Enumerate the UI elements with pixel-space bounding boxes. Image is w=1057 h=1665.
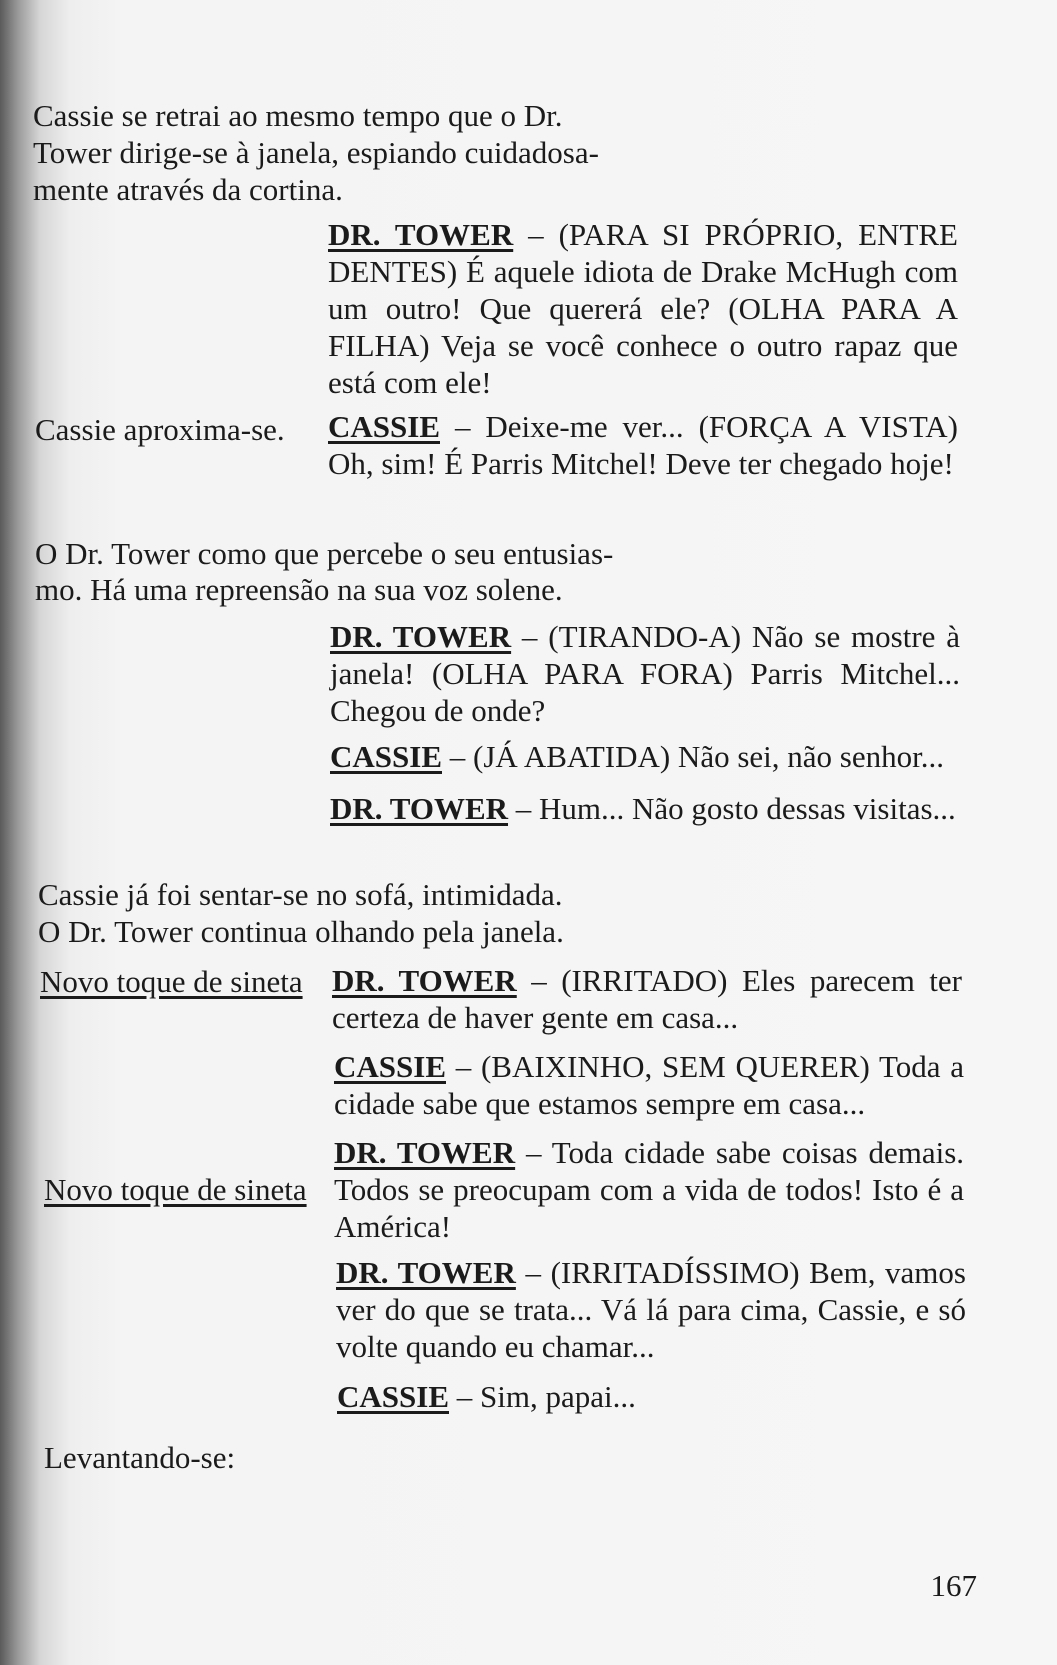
speaker-name: CASSIE [334,1049,446,1084]
speaker-name: DR. TOWER [332,963,517,998]
dialogue-text: – Deixe-me ver... (FORÇA A VISTA) Oh, sim! É Parris Mitchel! Deve ter chegado hoje! [328,409,958,481]
dialogue-text: – (TIRANDO-A) Não se mostre à janela! (OLHA PARA FORA) Parris Mitchel... Chegou de onde? [330,619,960,728]
mid-line-2: mo. Há uma repreensão na sua voz solene. [35,572,563,607]
dialogue-text: – (BAIXINHO, SEM QUERER) Toda a cidade sabe que estamos sempre em casa... [334,1049,964,1121]
page-number: 167 [930,1568,977,1603]
dialogue-dr-tower-6 [336,1254,966,1365]
speaker-name: CASSIE [330,739,442,774]
dialogue-dr-tower-4 [332,962,962,1036]
dialogue-text: – (IRRITADO) Eles parecem ter certeza de haver gente em casa... [332,963,962,1035]
speaker-name: DR. TOWER [336,1255,516,1290]
dialogue-cassie-1 [328,408,958,482]
dialogue-cassie-3 [334,1048,964,1122]
speaker-name: CASSIE [328,409,440,444]
dialogue-text: – Hum... Não gosto dessas visitas... [508,791,956,826]
dialogue-text: – (IRRITADÍSSIMO) Bem, vamos ver do que se trata... Vá lá para cima, Cassie, e só volte quando eu chamar... [336,1255,966,1364]
speaker-name: DR. TOWER [330,619,512,654]
stage-direction-approach: Cassie aproxima-se. [35,412,285,447]
stage-direction-bell-2: Novo toque de sineta [44,1172,307,1207]
dialogue-dr-tower-1 [328,216,958,401]
dialogue-text: – Sim, papai... [449,1379,636,1414]
speaker-name: DR. TOWER [328,217,514,252]
dialogue-dr-tower-5 [334,1134,964,1245]
dialogue-text: – Toda cidade sabe coisas demais. Todos se preocupam com a vida de todos! Isto é a América! [334,1135,965,1244]
speaker-name: DR. TOWER [330,791,509,826]
mid2-line-2: O Dr. Tower continua olhando pela janela. [38,914,564,949]
dialogue-text: – (JÁ ABATIDA) Não sei, não senhor... [442,739,944,774]
mid-line-1: O Dr. Tower como que percebe o seu entusias- [35,536,614,571]
dialogue-cassie-4 [337,1378,967,1415]
dialogue-dr-tower-3 [330,790,960,827]
dialogue-cassie-2 [330,738,960,775]
mid2-line-1: Cassie já foi sentar-se no sofá, intimidada. [38,877,563,912]
intro-line-2: Tower dirige-se à janela, espiando cuidadosa- [33,135,599,170]
dialogue-dr-tower-2 [330,618,960,729]
closing-line: Levantando-se: [44,1440,236,1475]
intro-line-3: mente através da cortina. [33,172,343,207]
intro-line-1: Cassie se retrai ao mesmo tempo que o Dr. [33,98,563,133]
speaker-name: DR. TOWER [334,1135,516,1170]
speaker-name: CASSIE [337,1379,449,1414]
stage-direction-bell-1: Novo toque de sineta [40,964,303,999]
dialogue-text: – (PARA SI PRÓPRIO, ENTRE DENTES) É aquele idiota de Drake McHugh com um outro! Que quererá ele? (OLHA PARA A FILHA) Veja se você conhece o outro rapaz que está com ele! [328,217,958,400]
